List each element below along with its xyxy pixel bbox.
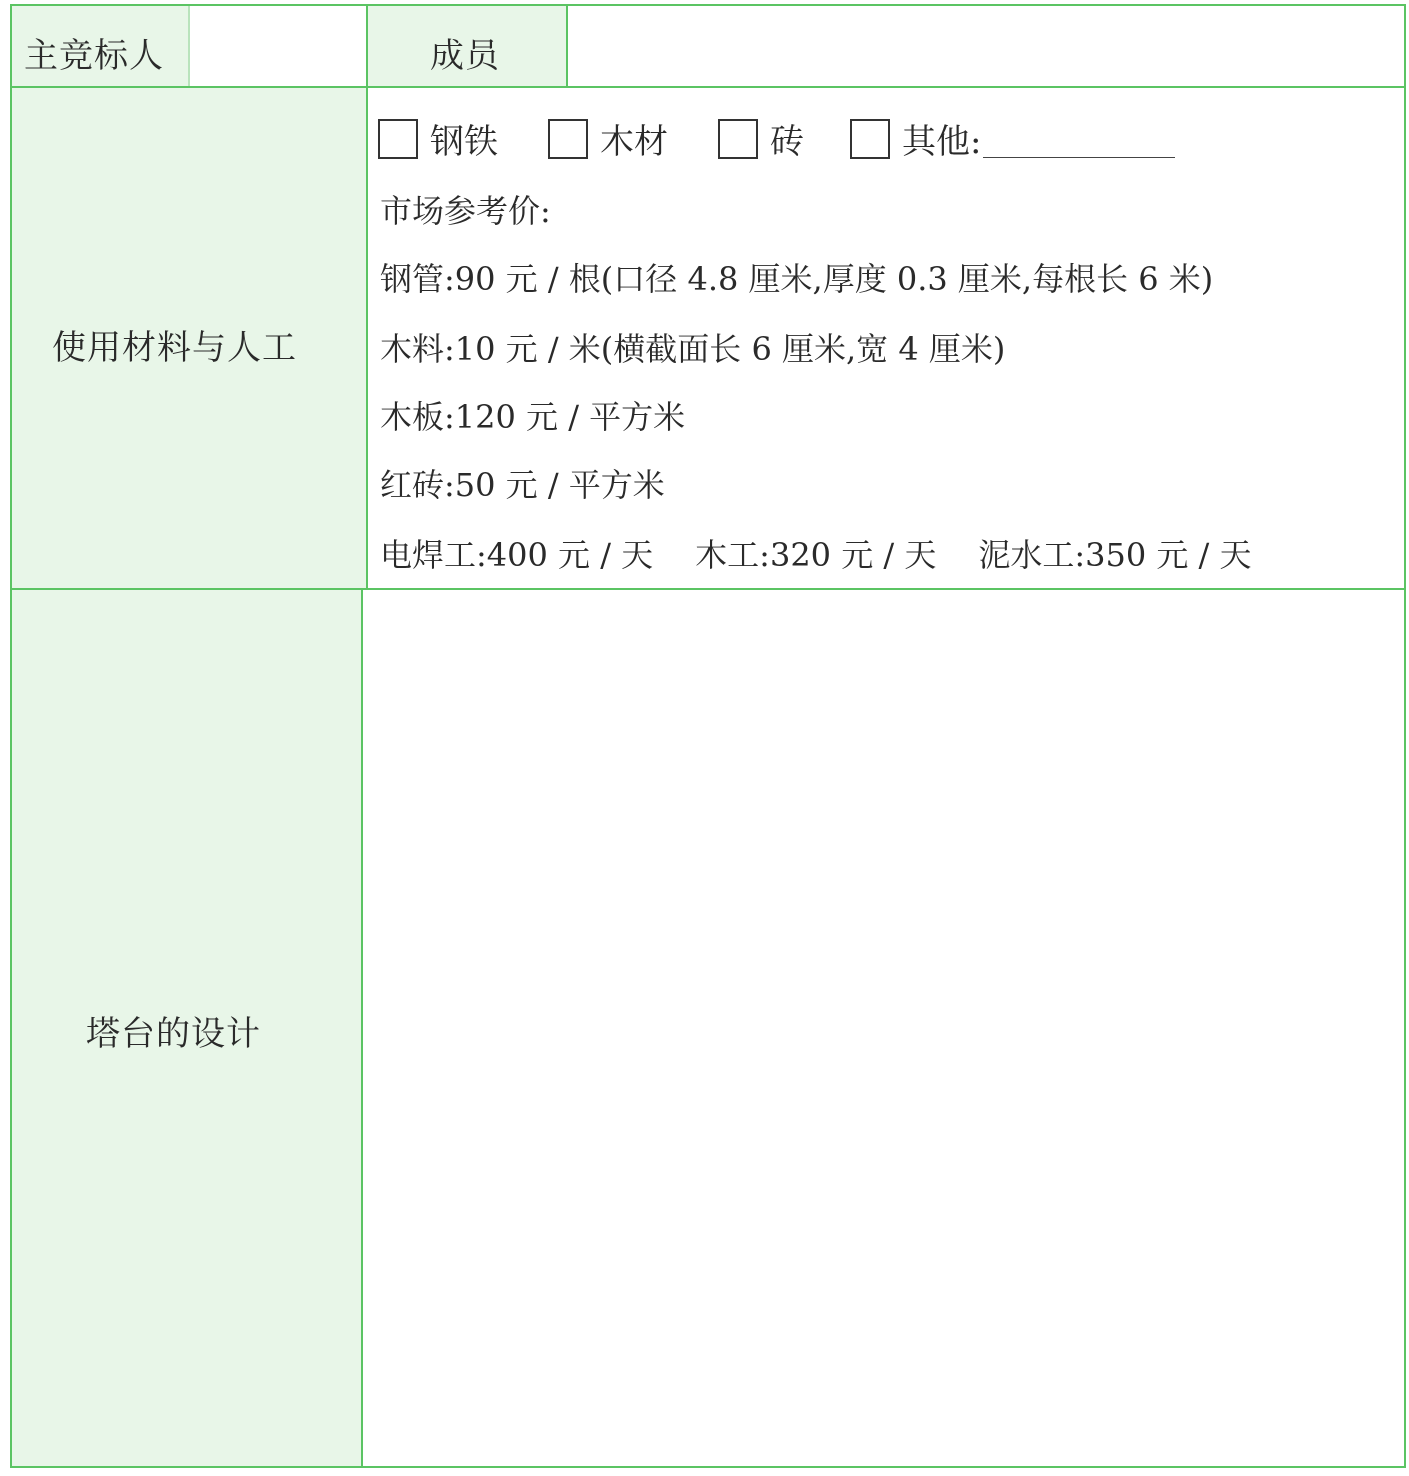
other-input[interactable] [983, 119, 1175, 158]
carpenter-price: 木工:320 元 / 天 [695, 536, 937, 574]
brick-checkbox[interactable] [718, 119, 758, 159]
bidder-field[interactable] [190, 6, 366, 86]
materials-label: 使用材料与人工 [52, 328, 297, 368]
brick-label: 砖 [770, 122, 804, 162]
members-field[interactable] [568, 6, 1404, 86]
board-price: 木板:120 元 / 平方米 [380, 398, 686, 436]
bid-form [10, 4, 1406, 1468]
bidder-label: 主竞标人 [24, 36, 164, 76]
other-label: 其他: [902, 122, 982, 162]
design-area[interactable] [363, 590, 1404, 1466]
wood-label: 木材 [600, 122, 668, 162]
wood-checkbox[interactable] [548, 119, 588, 159]
steel-label: 钢铁 [430, 122, 498, 162]
brick-price: 红砖:50 元 / 平方米 [380, 466, 665, 504]
option-brick[interactable] [718, 114, 804, 163]
mason-price: 泥水工:350 元 / 天 [978, 536, 1252, 574]
labor-prices [380, 530, 1252, 576]
divider-h-header [12, 86, 1404, 88]
other-checkbox[interactable] [850, 119, 890, 159]
market-price-heading: 市场参考价: [380, 192, 551, 230]
option-wood[interactable] [548, 114, 668, 163]
option-steel[interactable] [378, 114, 498, 163]
steel-checkbox[interactable] [378, 119, 418, 159]
design-label: 塔台的设计 [86, 1014, 261, 1054]
steel-pipe-price: 钢管:90 元 / 根(口径 4.8 厘米,厚度 0.3 厘米,每根长 6 米) [380, 260, 1214, 298]
divider-v-label-top [366, 6, 368, 588]
members-label: 成员 [430, 36, 500, 76]
option-other[interactable] [850, 114, 1175, 163]
timber-price: 木料:10 元 / 米(横截面长 6 厘米,宽 4 厘米) [380, 330, 1006, 368]
welder-price: 电焊工:400 元 / 天 [380, 536, 654, 574]
